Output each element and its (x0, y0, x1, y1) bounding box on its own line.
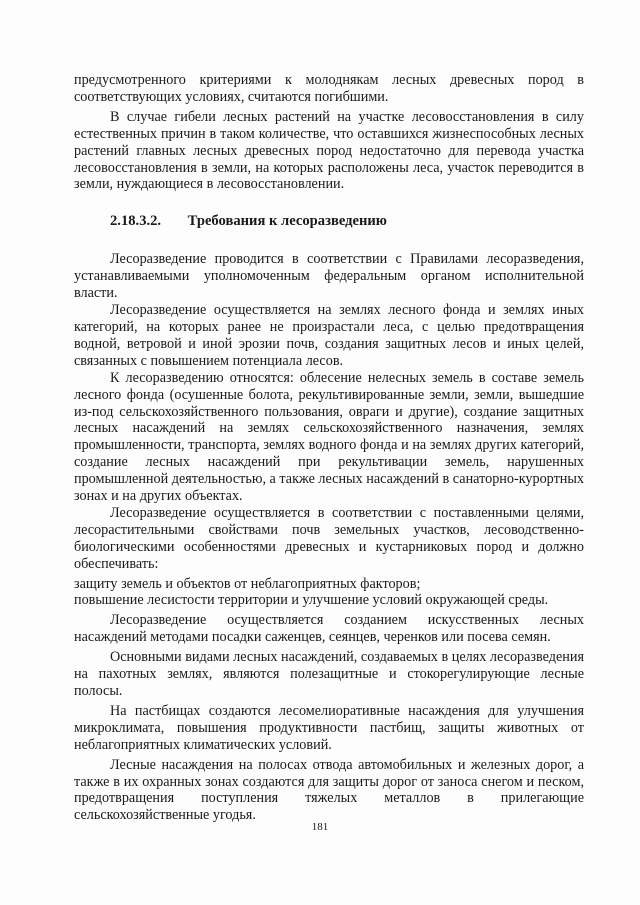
section-heading (74, 213, 584, 230)
paragraph-requirements: Лесоразведение осуществляется в соответствии с поставленными целями, лесорастительными свойствами почв земельных участков, лесоводственно-биологическими особенностями древесных и кустарниковых пород и должно обеспечивать: (74, 504, 584, 572)
section-title: Требования к лесоразведению (187, 213, 387, 230)
page-body (74, 72, 584, 824)
page-number: 181 (311, 821, 329, 833)
section-number: 2.18.3.2. (110, 213, 162, 230)
paragraph-rules: Лесоразведение проводится в соответствии с Правилами лесоразведения, устанавливаемыми уполномоченным федеральным органом исполнительной власти. (74, 251, 584, 302)
paragraph-methods: Лесоразведение осуществляется созданием искусственных лесных насаждений методами посадки саженцев, сеянцев, черенков или посева семян. (74, 612, 584, 646)
list-item-protection: защиту земель и объектов от неблагоприятных факторов; (74, 575, 421, 592)
paragraph-continuation: предусмотренного критериями к молоднякам лесных древесных пород в соответствующих условиях, считаются погибшими. (74, 72, 584, 105)
list-item-forest-cover: повышение лесистости территории и улучшение условий окружающей среды. (74, 592, 549, 609)
paragraph-roads: Лесные насаждения на полосах отвода автомобильных и железных дорог, а также в их охранных зонах создаются для защиты дорог от заноса снегом и песком, предотвращения поступления тяжелых металлов в прилегающие сельскохозяйственные угодья. (74, 756, 584, 824)
paragraph-scope: К лесоразведению относятся: облесение нелесных земель в составе земель лесного фонда (осушенные болота, рекультивированные земли, земли, вышедшие из-под сельскохозяйственного пользования, овраги и другие), создание защитных лесных насаждений на землях сельскохозяйственного назначения, землях промышленности, транспорта, землях водного фонда и на землях других категорий, создание лесных насаждений при рекультивации земель, нарушенных промышленной деятельностью, а также лесных насаждений в санаторно-курортных зонах и на других объектах. (74, 369, 584, 505)
paragraph-purpose: Лесоразведение осуществляется на землях лесного фонда и землях иных категорий, на которых ранее не произрастали леса, с целью предотвращения водной, ветровой и иной эрозии почв, создания защитных лесов и иных целей, связанных с повышением потенциала лесов. (74, 302, 584, 369)
paragraph-pastures: На пастбищах создаются лесомелиоративные насаждения для улучшения микроклимата, повышения продуктивности пастбищ, защиты животных от неблагоприятных климатических условий. (74, 702, 584, 753)
paragraph-failure-case: В случае гибели лесных растений на участке лесовосстановления в силу естественных причин в таком количестве, что оставшихся жизнеспособных лесных растений главных лесных древесных пород недостаточно для перевода участка лесовосстановления в земли, на которых расположены леса, участок переводится в земли, нуждающиеся в лесовосстановлении. (74, 108, 584, 193)
paragraph-field-strips: Основными видами лесных насаждений, создаваемых в целях лесоразведения на пахотных землях, являются полезащитные и стокорегулирующие лесные полосы. (74, 649, 584, 699)
